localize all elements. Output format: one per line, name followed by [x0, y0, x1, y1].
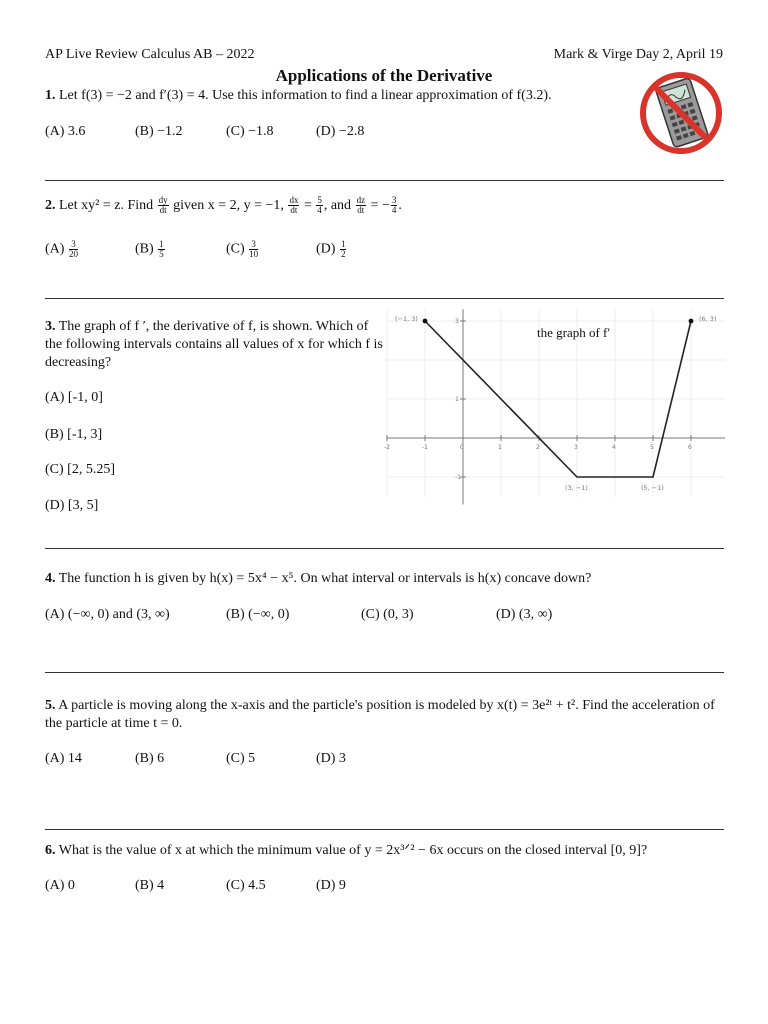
- fprime-graph: [380, 308, 725, 510]
- y-tick-label: -1: [455, 474, 461, 481]
- x-tick-label: 3: [574, 444, 578, 451]
- x-tick-label: -1: [422, 444, 428, 451]
- x-tick-label: -2: [384, 444, 390, 451]
- x-tick-label: 2: [536, 444, 540, 451]
- q1-option-a[interactable]: (A) 3.6: [45, 124, 86, 139]
- q1-option-b[interactable]: (B) −1.2: [135, 124, 183, 139]
- q6-option-d[interactable]: (D) 9: [316, 878, 346, 893]
- question-number: 4.: [45, 571, 56, 586]
- question-text: , and: [323, 198, 352, 213]
- question-text: A particle is moving along the x-axis and the particle's position is modeled by x(t) = 3e²ᵗ + t². Find the acceleration of the particle at time t = 0.: [45, 698, 715, 731]
- question-text: given x = 2, y = −1,: [173, 198, 284, 213]
- x-tick-label: 6: [688, 444, 692, 451]
- question-text: =: [303, 198, 312, 213]
- q6-option-a[interactable]: (A) 0: [45, 878, 75, 893]
- q1-option-c[interactable]: (C) −1.8: [226, 124, 274, 139]
- q3-option-b[interactable]: (B) [-1, 3]: [45, 427, 103, 442]
- point-label: (5, −1): [641, 484, 664, 492]
- q4-option-b[interactable]: (B) (−∞, 0): [226, 607, 290, 622]
- q5-option-b[interactable]: (B) 6: [135, 751, 165, 766]
- question-text: What is the value of x at which the minimum value of y = 2x³ᐟ² − 6x occurs on the closed interval [0, 9]?: [58, 843, 648, 858]
- q2-option-c[interactable]: (C) $\frac{3}{10}$: [226, 239, 259, 259]
- fraction-dydt: $\frac{dy}{dt}$: [158, 195, 168, 216]
- q5-option-c[interactable]: (C) 5: [226, 751, 256, 766]
- fraction-dxdt: $\frac{dx}{dt}$: [289, 195, 299, 216]
- header-right: Mark & Virge Day 2, April 19: [553, 47, 723, 62]
- q4-option-c[interactable]: (C) (0, 3): [361, 607, 414, 622]
- question-number: 2.: [45, 198, 56, 213]
- no-calculator-icon: [638, 70, 724, 156]
- q2-option-d[interactable]: (D) $\frac{1}{2}$: [316, 239, 346, 259]
- question-3: [45, 318, 385, 372]
- question-number: 6.: [45, 843, 56, 858]
- q3-option-d[interactable]: (D) [3, 5]: [45, 498, 99, 513]
- point-label: (3, −1): [565, 484, 588, 492]
- header-left: AP Live Review Calculus AB – 2022: [45, 47, 255, 62]
- question-6: [45, 842, 725, 860]
- question-text: The graph of f ′, the derivative of f, is shown. Which of the following intervals contains all values of x for which f is decreasing?: [45, 319, 383, 370]
- question-text: Let xy² = z. Find: [59, 198, 154, 213]
- y-tick-label: 1: [455, 396, 459, 403]
- question-2: [45, 195, 725, 217]
- q6-option-c[interactable]: (C) 4.5: [226, 878, 266, 893]
- divider: [45, 298, 724, 299]
- endpoint-dot: [689, 319, 694, 324]
- q4-option-d[interactable]: (D) (3, ∞): [496, 607, 553, 622]
- question-number: 3.: [45, 319, 56, 334]
- q6-option-b[interactable]: (B) 4: [135, 878, 165, 893]
- y-tick-label: 3: [455, 318, 459, 325]
- question-text: The function h is given by h(x) = 5x⁴ − x⁵. On what interval or intervals is h(x) concave down?: [58, 571, 592, 586]
- chart-title: the graph of f′: [537, 325, 611, 340]
- divider: [45, 672, 724, 673]
- fraction-dzdt: $\frac{dz}{dt}$: [356, 195, 366, 216]
- fraction-value: $\frac{5}{4}$: [317, 195, 322, 216]
- question-text: Let f(3) = −2 and f′(3) = 4. Use this information to find a linear approximation of f(3.2).: [59, 88, 552, 103]
- fraction-value: $\frac{3}{4}$: [391, 195, 397, 216]
- question-5: [45, 697, 725, 733]
- point-label: (6, 3): [699, 315, 717, 323]
- question-4: [45, 570, 725, 588]
- q5-option-a[interactable]: (A) 14: [45, 751, 82, 766]
- x-tick-label: 5: [650, 444, 654, 451]
- x-tick-label: 1: [498, 444, 502, 451]
- question-text: .: [398, 198, 402, 213]
- q1-option-d[interactable]: (D) −2.8: [316, 124, 365, 139]
- q4-option-a[interactable]: (A) (−∞, 0) and (3, ∞): [45, 607, 170, 622]
- question-text: = −: [370, 198, 390, 213]
- q3-option-c[interactable]: (C) [2, 5.25]: [45, 462, 115, 477]
- question-number: 5.: [45, 698, 56, 713]
- point-label: (−1, 3): [395, 315, 418, 323]
- page-title: Applications of the Derivative: [275, 66, 493, 85]
- divider: [45, 180, 724, 181]
- x-tick-label: 4: [612, 444, 616, 451]
- question-number: 1.: [45, 88, 56, 103]
- x-tick-label: 0: [460, 444, 464, 451]
- question-1: [45, 87, 635, 105]
- q2-option-b[interactable]: (B) $\frac{1}{5}$: [135, 239, 164, 259]
- divider: [45, 829, 724, 830]
- q2-option-a[interactable]: (A) $\frac{3}{20}$: [45, 239, 78, 259]
- q5-option-d[interactable]: (D) 3: [316, 751, 346, 766]
- endpoint-dot: [423, 319, 428, 324]
- divider: [45, 548, 724, 549]
- q3-option-a[interactable]: (A) [-1, 0]: [45, 390, 103, 405]
- fprime-graph-svg: [380, 308, 725, 510]
